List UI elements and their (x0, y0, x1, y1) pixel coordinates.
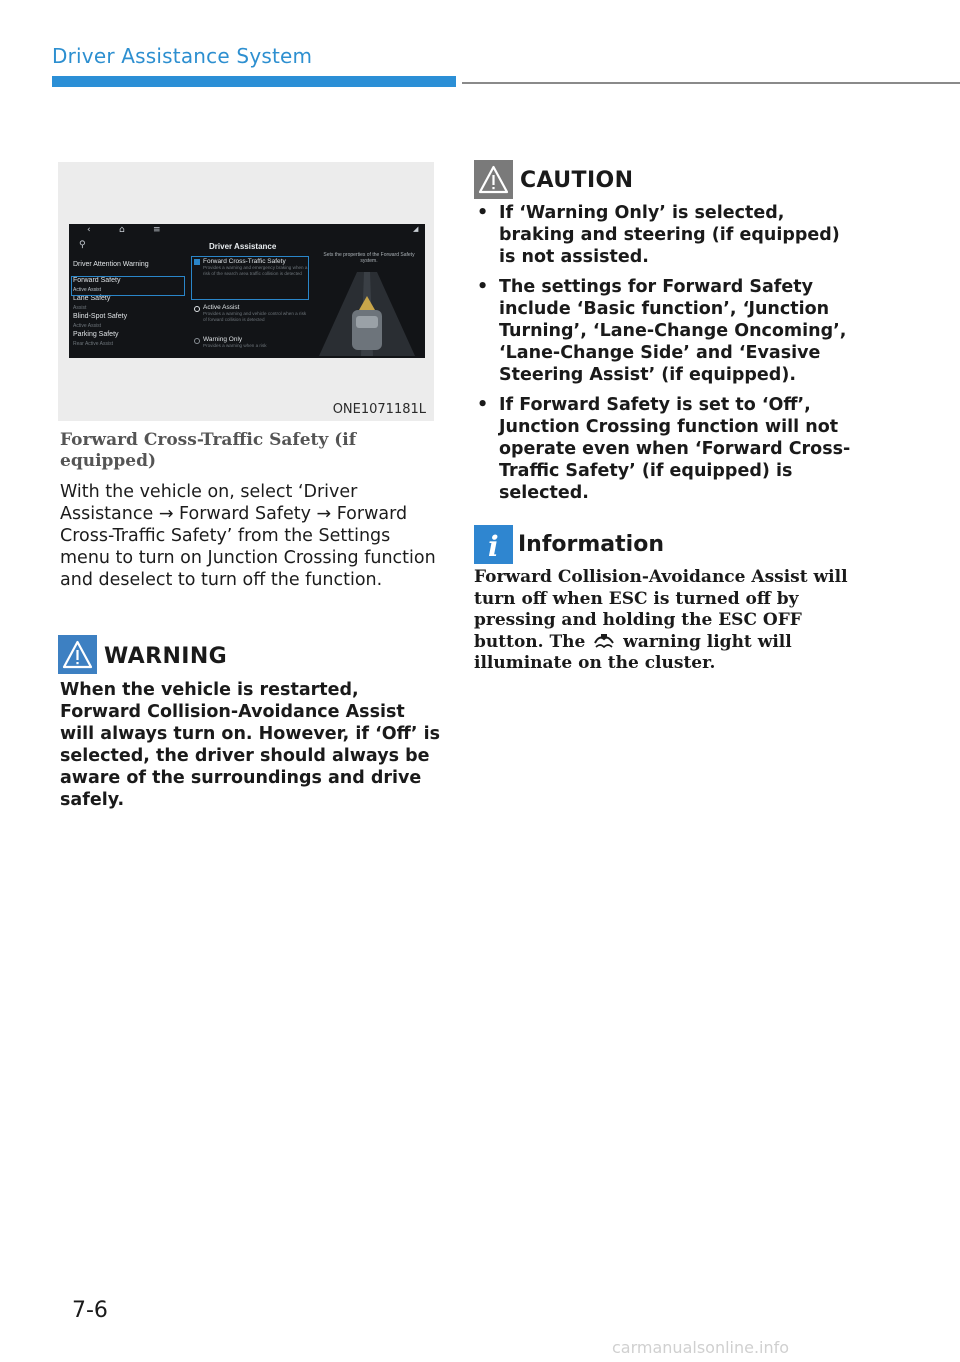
list-item (474, 394, 854, 504)
menu-icon: ≡ (153, 225, 161, 235)
menu-selection-highlight (71, 276, 185, 296)
caution-title: CAUTION (520, 168, 634, 193)
list-item (474, 276, 854, 386)
esc-off-warning-light-icon (591, 633, 617, 649)
menu-item-sub: Rear Active Assist (73, 341, 114, 347)
menu-item: Lane Safety (73, 295, 111, 302)
screen-top-bar (69, 224, 425, 238)
header-rule (462, 82, 960, 84)
option-desc: Provides a warning and vehicle control when a risk of forward collision is detected (203, 311, 307, 322)
warning-title: WARNING (104, 644, 228, 669)
body-paragraph: With the vehicle on, select ‘Driver Assistance → Forward Safety → Forward Cross-Traffic Safety’ from the Settings menu to turn on Junction Crossing function and deselect to turn off the function. (60, 482, 436, 590)
watermark: carmanualsonline.info (612, 1338, 790, 1357)
menu-item-sub: Active Assist (73, 323, 102, 329)
caution-list (474, 202, 854, 512)
menu-item: Parking Safety (73, 331, 119, 338)
caution-item-text: If ‘Warning Only’ is selected, braking and steering (if equipped) is not assisted. (499, 203, 840, 267)
option-note: Sets the properties of the Forward Safety system. (323, 252, 415, 264)
caution-item-text: If Forward Safety is set to ‘Off’, Junction Crossing function will not operate even when ‘Forward Cross-Traffic Safety’ (if equipped) is selected. (499, 395, 851, 503)
page-number: 7-6 (72, 1298, 108, 1323)
menu-item-sub: Assist (73, 305, 87, 311)
screen-menu-list (73, 260, 189, 348)
sub-heading: Forward Cross-Traffic Safety (if equipped) (60, 430, 357, 471)
information-text-part: Forward Collision-Avoidance Assist will turn off when ESC is turned off by pressing and holding the ESC OFF button. The (474, 567, 848, 652)
bullet: • (477, 203, 489, 223)
infotainment-screen (69, 224, 425, 358)
bullet: • (477, 277, 489, 297)
screen-preview-panel (315, 252, 419, 354)
back-icon: ‹ (87, 225, 91, 235)
figure-code: ONE1071181L (332, 402, 426, 417)
car-road-illustration-icon (315, 266, 419, 356)
information-text (474, 567, 864, 675)
svg-text:i: i (488, 530, 499, 563)
signal-icon: ◢ (413, 225, 419, 233)
menu-item-sub: Active Assist (73, 287, 102, 293)
info-icon (474, 525, 513, 564)
screen-options-panel (191, 256, 309, 358)
menu-item: Forward Safety (73, 277, 121, 284)
option-label: Forward Cross-Traffic Safety (203, 258, 286, 265)
information-text-part: warning light will illuminate on the cluster. (474, 631, 792, 673)
search-icon: ⚲ (79, 240, 86, 250)
home-icon: ⌂ (119, 225, 125, 235)
option-label: Warning Only (203, 336, 243, 343)
menu-item: Driver Attention Warning (73, 261, 149, 268)
screen-title: Driver Assistance (209, 242, 277, 251)
option-label: Active Assist (203, 304, 240, 311)
header-accent-bar (52, 76, 456, 87)
section-title: Driver Assistance System (52, 44, 313, 68)
list-item (474, 202, 854, 268)
warning-text: When the vehicle is restarted, Forward Collision-Avoidance Assist will always turn on. However, if ‘Off’ is selected, the driver should always be aware of the surroundings and drive safely. (60, 680, 440, 810)
warning-triangle-icon (58, 635, 97, 674)
menu-item: Blind-Spot Safety (73, 313, 128, 320)
caution-item-text: The settings for Forward Safety include ‘Basic function’, ‘Junction Turning’, ‘Lane-Change Oncoming’, ‘Lane-Change Side’ and ‘Evasive Steering Assist’ (if equipped). (499, 277, 847, 385)
bullet: • (477, 395, 489, 415)
settings-screen-figure (58, 162, 434, 421)
option-desc: Provides a warning and emergency braking when a risk of the search area traffic collision is detected (203, 265, 308, 276)
caution-triangle-icon (474, 160, 513, 199)
information-title: Information (518, 532, 664, 557)
option-desc: Provides a warning when a risk (203, 343, 267, 348)
